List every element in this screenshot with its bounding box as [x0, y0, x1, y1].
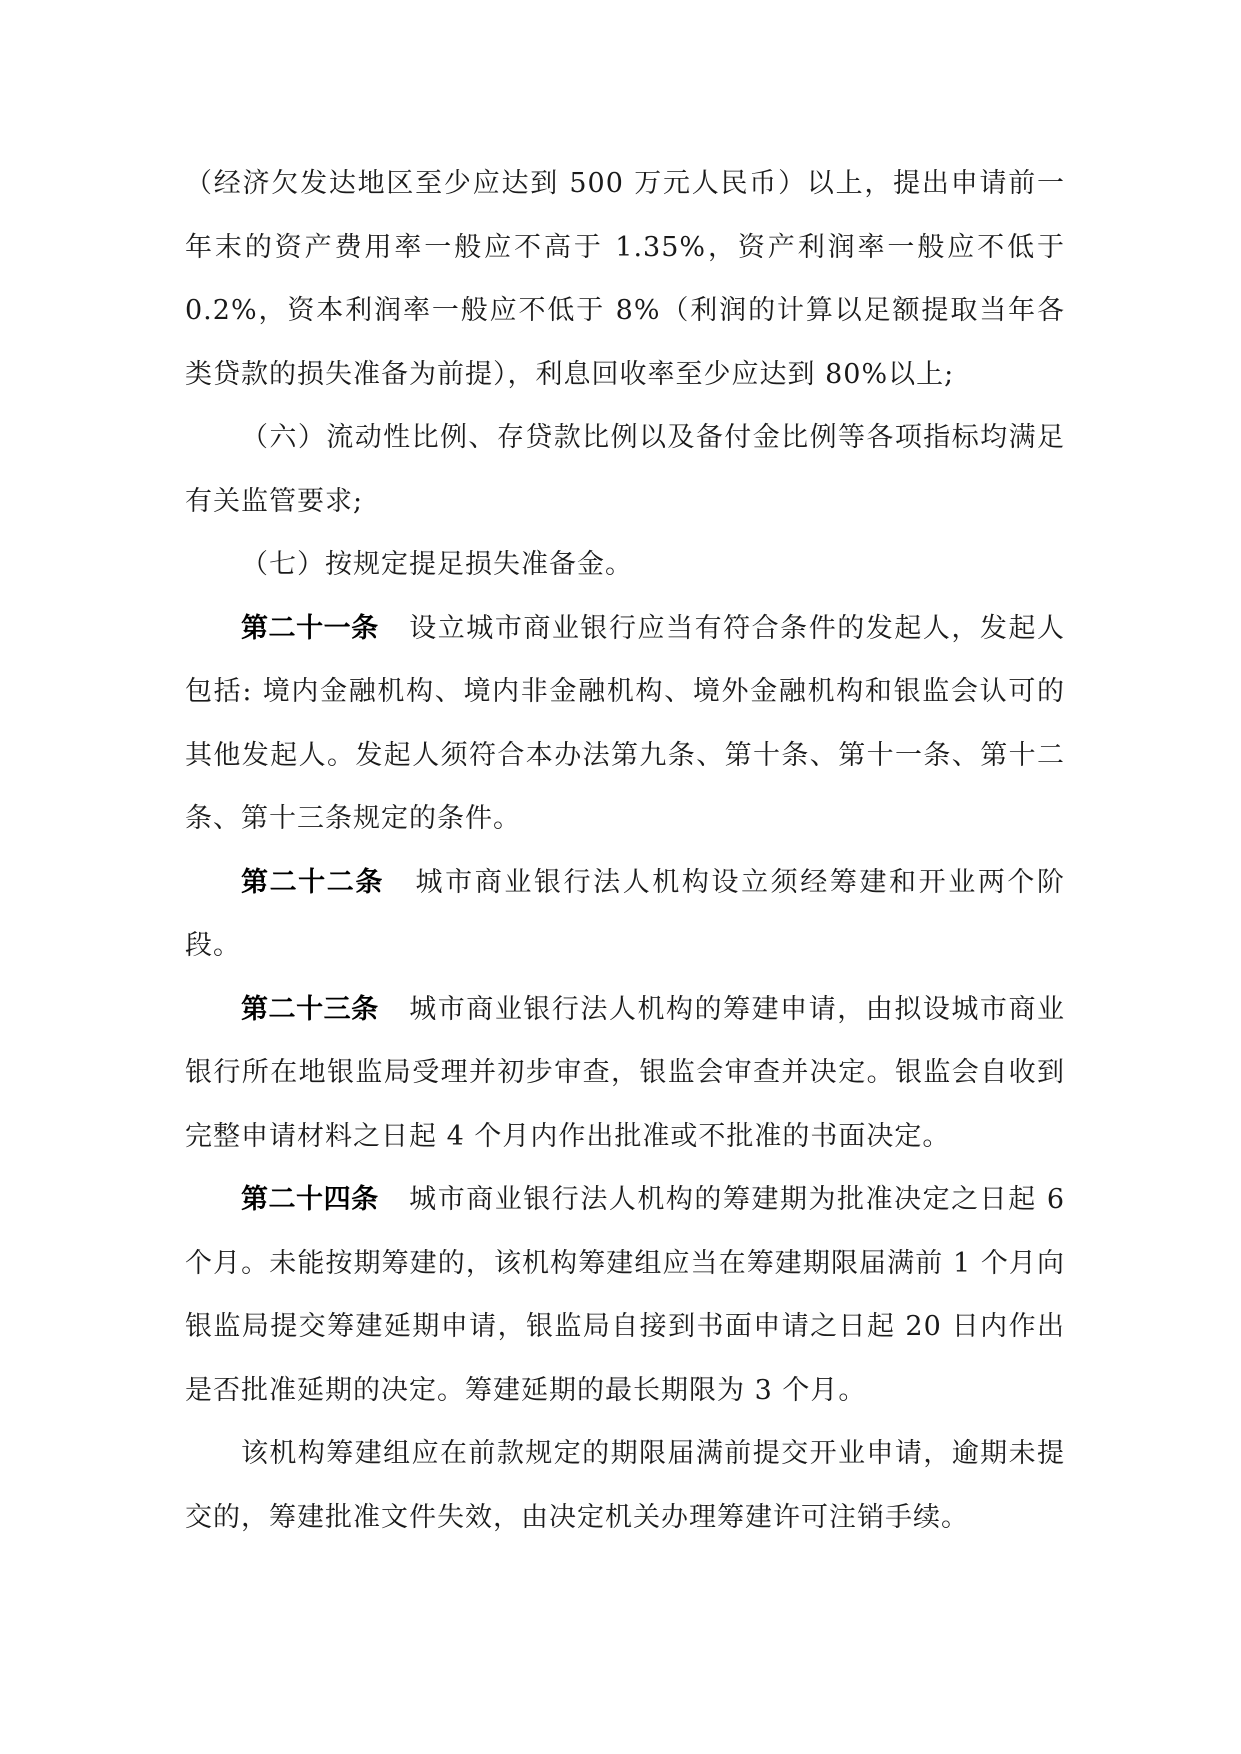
article-text: 城市商业银行法人机构设立须经筹建和开业两个阶段。 — [185, 866, 1066, 961]
article-text: 设立城市商业银行应当有符合条件的发起人，发起人包括: 境内金融机构、境内非金融机构、境外金融机构和银监会认可的其他发起人。发起人须符合本办法第九条、第十条、第十一条、第十二条、第十三条规定的条件。 — [185, 612, 1066, 834]
article-number: 第二十四条 — [241, 1184, 379, 1215]
article-number: 第二十一条 — [241, 612, 379, 644]
paragraph-text: 该机构筹建组应在前款规定的期限届满前提交开业申请，逾期未提交的，筹建批准文件失效，由决定机关办理筹建许可注销手续。 — [185, 1438, 1065, 1533]
paragraph-item-7 — [185, 533, 1065, 597]
paragraph-text: （六）流动性比例、存贷款比例以及备付金比例等各项指标均满足有关监管要求; — [185, 422, 1065, 517]
paragraph-item-6 — [185, 406, 1065, 533]
article-text: 城市商业银行法人机构的筹建申请，由拟设城市商业银行所在地银监局受理并初步审查，银监会审查并决定。银监会自收到完整申请材料之日起 4 个月内作出批准或不批准的书面决定。 — [185, 993, 1066, 1152]
article-number: 第二十三条 — [241, 993, 379, 1025]
paragraph-article-24-clause-2 — [185, 1422, 1065, 1549]
document-body — [185, 152, 1065, 1549]
paragraph-text: （经济欠发达地区至少应达到 500 万元人民币）以上，提出申请前一年末的资产费用率一般应不高于 1.35%，资产利润率一般应不低于 0.2%，资本利润率一般应不低于 8%（利润的计算以足额提取当年各类贷款的损失准备为前提），利息回收率至少应达到 80%以上; — [185, 168, 1065, 390]
paragraph-continuation — [185, 152, 1065, 406]
article-22 — [185, 851, 1065, 978]
article-21 — [185, 597, 1065, 851]
article-number: 第二十二条 — [241, 866, 384, 898]
article-text: 城市商业银行法人机构的筹建期为批准决定之日起 6 个月。未能按期筹建的，该机构筹建组应当在筹建期限届满前 1 个月向银监局提交筹建延期申请，银监局自接到书面申请之日起 20 日内作出是否批准延期的决定。筹建延期的最长期限为 3 个月。 — [185, 1184, 1066, 1406]
article-23 — [185, 978, 1065, 1169]
article-24 — [185, 1168, 1065, 1422]
paragraph-text: （七）按规定提足损失准备金。 — [241, 549, 633, 580]
